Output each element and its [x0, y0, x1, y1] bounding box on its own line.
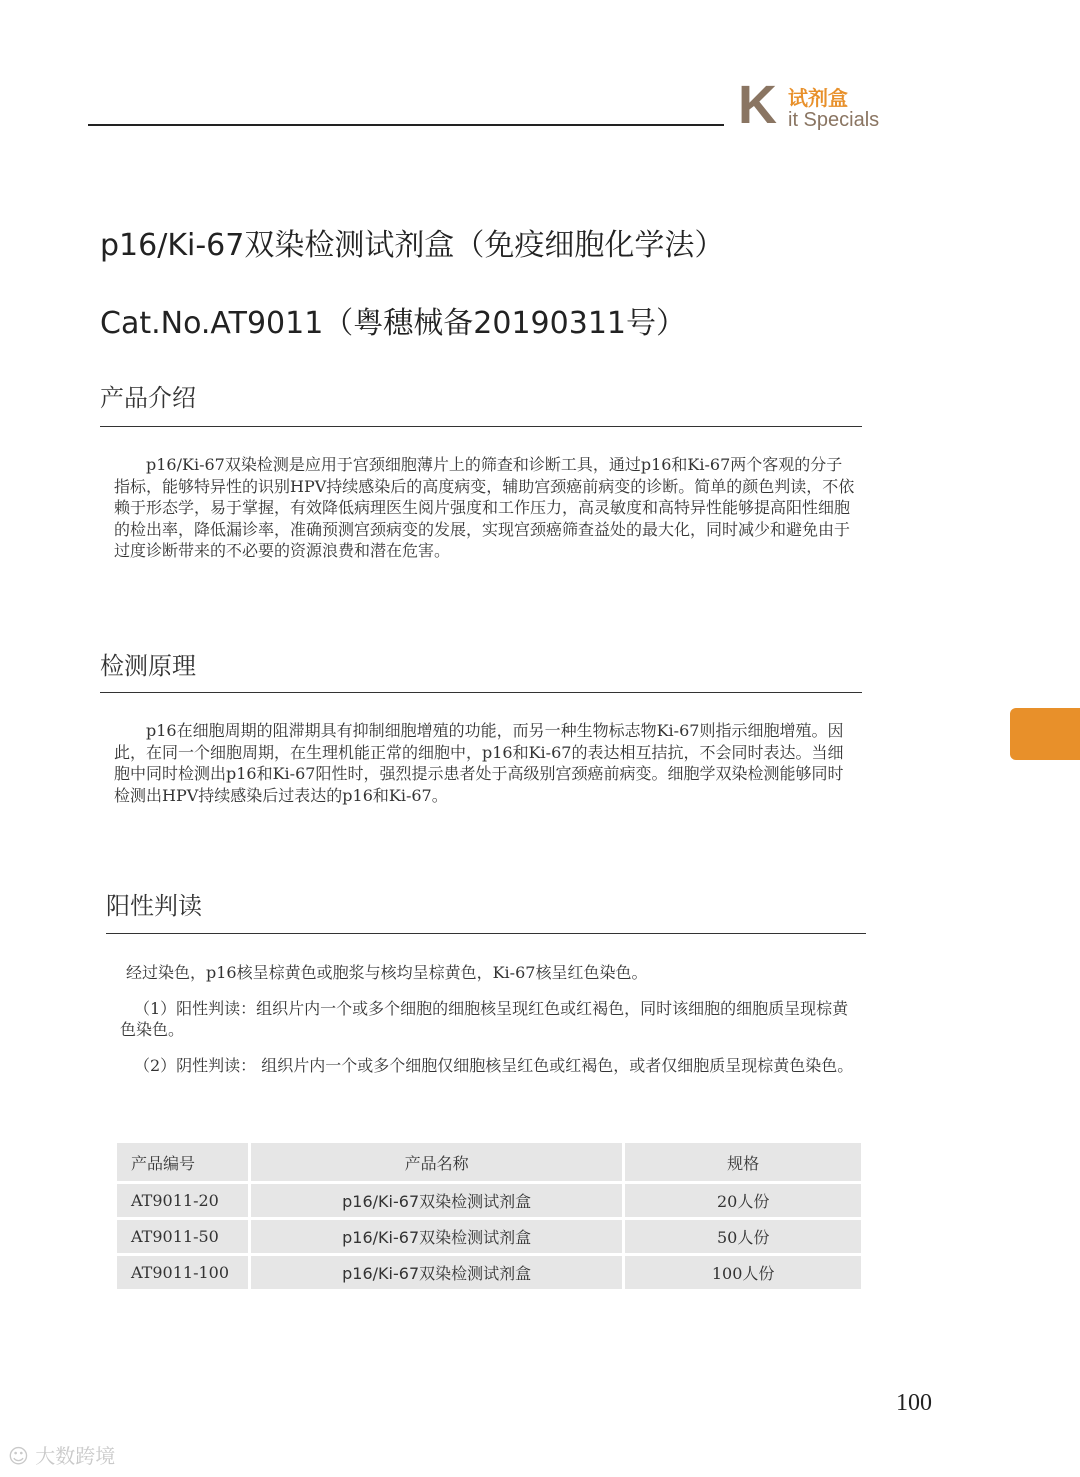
cell-code: AT9011-100 [117, 1256, 248, 1289]
section-heading-intro: 产品介绍 [100, 384, 196, 412]
col-header-spec: 规格 [625, 1143, 861, 1181]
cell-spec: 100人份 [625, 1256, 861, 1289]
principle-paragraph: p16在细胞周期的阻滞期具有抑制细胞增殖的功能，而另一种生物标志物Ki-67则指示细胞增殖。因此，在同一个细胞周期，在生理机能正常的细胞中，p16和Ki-67的表达相互拮抗，不会同时表达。当细胞中同时检测出p16和Ki-67阳性时，强烈提示患者处于高级别宫颈癌前病变。细胞学双染检测能够同时检测出HPV持续感染后过表达的p16和Ki-67。 [114, 721, 844, 805]
cell-name: p16/Ki-67双染检测试剂盒 [251, 1256, 622, 1289]
watermark-text: 大数跨境 [35, 1444, 116, 1468]
watermark-logo-icon: ☺ [8, 1444, 29, 1468]
logo-english-text: it Specials [788, 109, 880, 131]
product-title: p16/Ki-67双染检测试剂盒（免疫细胞化学法） [100, 228, 725, 263]
table-row [117, 1220, 861, 1253]
section-rule-intro [100, 426, 862, 427]
table-header-row [117, 1143, 861, 1181]
logo-chinese-text: 试剂盒 [788, 86, 848, 110]
cell-spec: 50人份 [625, 1220, 861, 1253]
page-number: 100 [896, 1390, 932, 1416]
section-rule-reading [106, 933, 866, 934]
reading-line-3: （2）阴性判读： 组织片内一个或多个细胞仅细胞核呈红色或红褐色，或者仅细胞质呈现棕黄色染色。 [134, 1056, 854, 1075]
header-rule [88, 124, 724, 126]
table-row [117, 1256, 861, 1289]
col-header-code: 产品编号 [117, 1143, 248, 1181]
cell-name: p16/Ki-67双染检测试剂盒 [251, 1220, 622, 1253]
catalog-number: Cat.No.AT9011（粤穗械备20190311号） [100, 306, 686, 341]
section-rule-principle [100, 692, 862, 693]
cell-code: AT9011-50 [117, 1220, 248, 1253]
intro-paragraph: p16/Ki-67双染检测是应用于宫颈细胞薄片上的筛查和诊断工具，通过p16和Ki-67两个客观的分子指标，能够特异性的识别HPV持续感染后的高度病变，辅助宫颈癌前病变的诊断。简单的颜色判读，不依赖于形态学，易于掌握，有效降低病理医生阅片强度和工作压力，高灵敏度和高特异性能够提高阳性细胞的检出率，降低漏诊率，准确预测宫颈病变的发展，实现宫颈癌筛查益处的最大化，同时减少和避免由于过度诊断带来的不必要的资源浪费和潜在危害。 [114, 455, 855, 561]
reading-line-2: （1）阳性判读：组织片内一个或多个细胞的细胞核呈现红色或红褐色，同时该细胞的细胞质呈现棕黄色染色。 [120, 999, 849, 1039]
section-heading-principle: 检测原理 [100, 652, 196, 680]
logo-letter-k: K [738, 75, 777, 135]
watermark [8, 1440, 115, 1469]
reading-line-1: 经过染色，p16核呈棕黄色或胞浆与核均呈棕黄色，Ki-67核呈红色染色。 [126, 963, 648, 982]
cell-code: AT9011-20 [117, 1184, 248, 1217]
table-row [117, 1184, 861, 1217]
section-heading-reading: 阳性判读 [106, 892, 202, 920]
side-tab-marker [1010, 708, 1080, 760]
spec-table [114, 1140, 864, 1292]
cell-name: p16/Ki-67双染检测试剂盒 [251, 1184, 622, 1217]
col-header-name: 产品名称 [251, 1143, 622, 1181]
kit-specials-logo [738, 75, 888, 136]
cell-spec: 20人份 [625, 1184, 861, 1217]
